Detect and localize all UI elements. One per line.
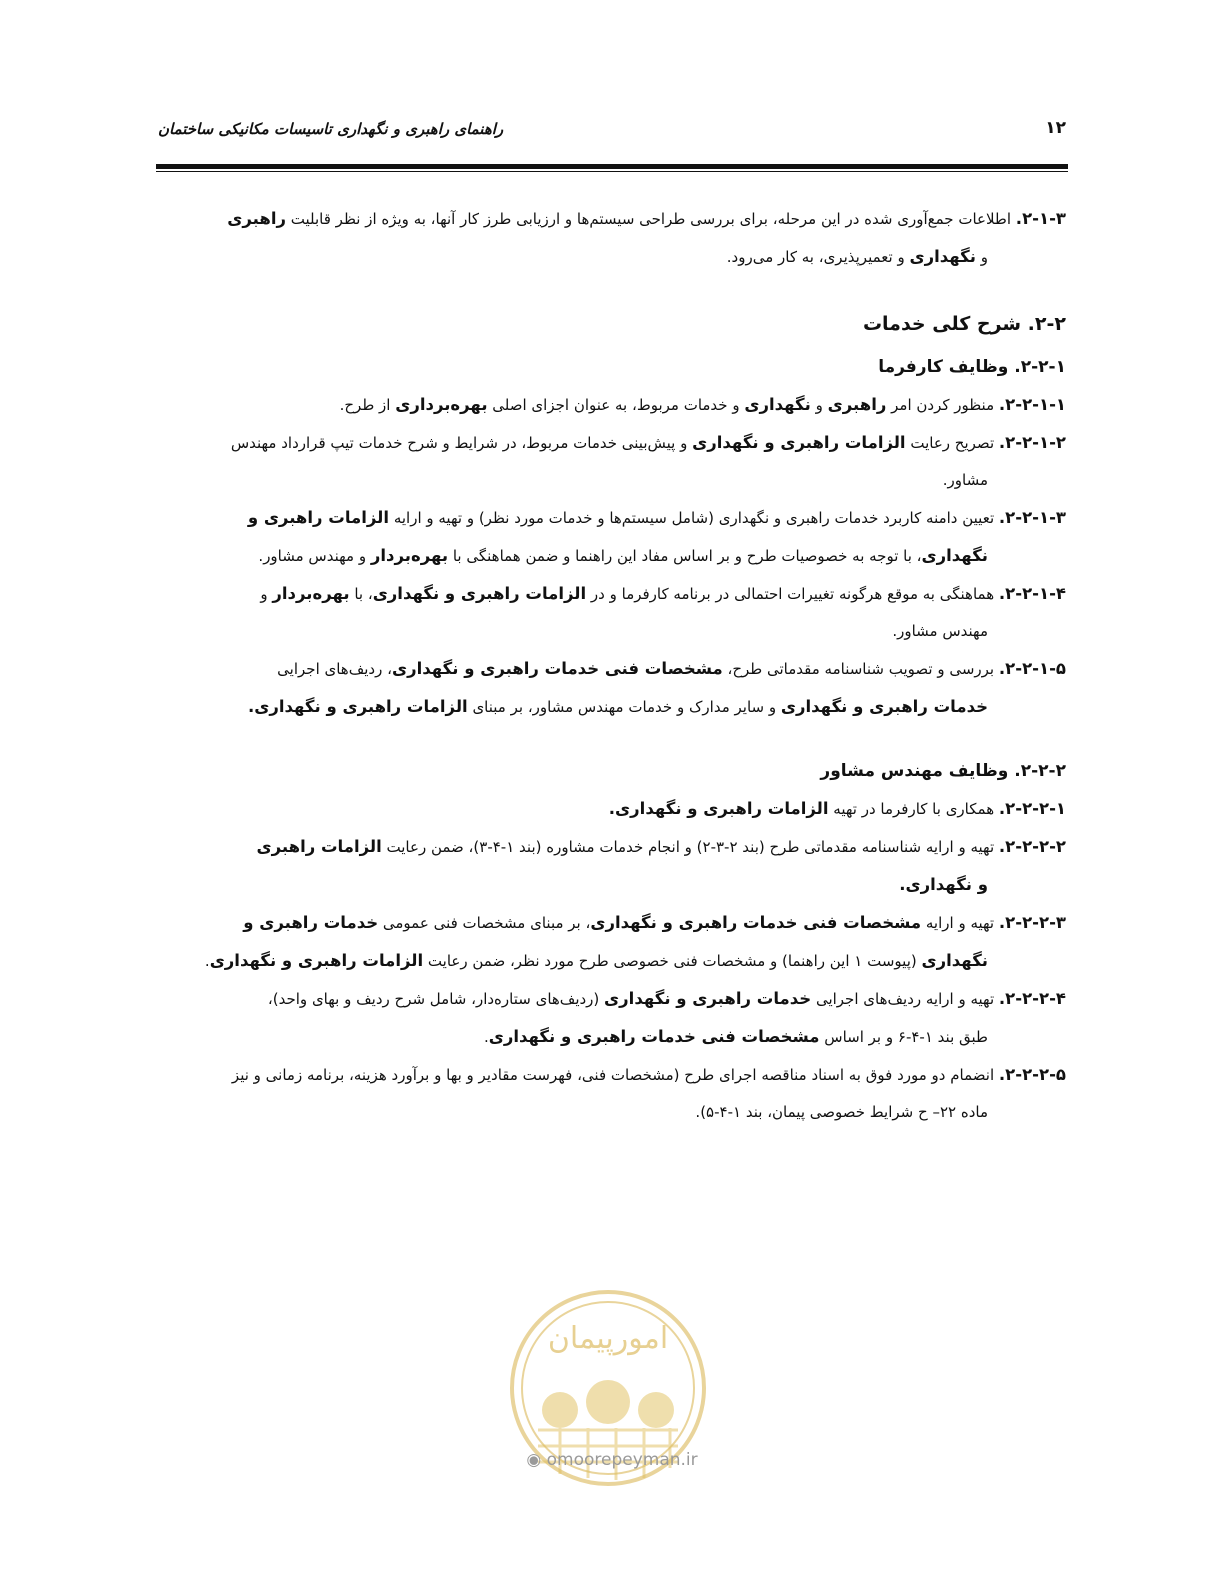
section-gap bbox=[158, 726, 1066, 752]
paragraph-2-2-2-5: ۲-۲-۲-۵. انضمام دو مورد فوق به اسناد مناقصه اجرای طرح (مشخصات فنی، فهرست مقادیر و بها و برآورد هزینه، برنامه زمانی و نیز bbox=[231, 1065, 1066, 1084]
paragraph-2-2-1-1: ۲-۲-۱-۱. منظور کردن امر راهبری و نگهداری و خدمات مربوط، به عنوان اجزای اصلی بهره‌برداری از طرح. bbox=[339, 395, 1066, 414]
paragraph-2-2-2-3: ۲-۲-۲-۳. تهیه و ارایه مشخصات فنی خدمات راهبری و نگهداری، بر مبنای مشخصات فنی عمومی خدمات راهبری و bbox=[243, 913, 1066, 932]
paragraph-2-2-1-2-cont: مشاور. bbox=[942, 471, 988, 489]
page-number: ۱۲ bbox=[1045, 118, 1066, 138]
paragraph-2-2-2-2: ۲-۲-۲-۲. تهیه و ارایه شناسنامه مقدماتی طرح (بند ۲-۳-۲) و انجام خدمات مشاوره (بند ۱-۴-۳)، ضمن رعایت الزامات راهبری bbox=[256, 837, 1066, 856]
paragraph-2-2-1-5-cont: خدمات راهبری و نگهداری و سایر مدارک و خدمات مهندس مشاور، بر مبنای الزامات راهبری و نگهداری. bbox=[247, 697, 988, 716]
globe-icon: ◉ bbox=[526, 1450, 542, 1470]
paragraph-2-1-3: ۲-۱-۳. اطلاعات جمع‌آوری شده در این مرحله، برای بررسی طراحی سیستم‌ها و ارزیابی طرز کار آنها، به ویژه از نظر قابلیت راهبری bbox=[227, 209, 1066, 228]
item-number: ۲-۲-۲-۴. bbox=[998, 989, 1066, 1008]
paragraph-2-2-2-4: ۲-۲-۲-۴. تهیه و ارایه ردیف‌های اجرایی خدمات راهبری و نگهداری (ردیف‌های ستاره‌دار، شامل شرح ردیف و بهای واحد)، bbox=[267, 989, 1066, 1008]
item-number: ۲-۱-۳. bbox=[1015, 209, 1066, 228]
running-title: راهنمای راهبری و نگهداری تاسیسات مکانیکی ساختمان bbox=[158, 120, 504, 138]
paragraph-2-2-2-4-cont: طبق بند ۱-۴-۶ و بر اساس مشخصات فنی خدمات راهبری و نگهداری. bbox=[483, 1027, 988, 1046]
paragraph-2-2-1-4-cont: مهندس مشاور. bbox=[892, 622, 988, 640]
paragraph-2-2-1-2: ۲-۲-۱-۲. تصریح رعایت الزامات راهبری و نگهداری و پیش‌بینی خدمات مربوط، در شرایط و شرح خدمات تیپ قرارداد مهندس bbox=[230, 433, 1066, 452]
item-number: ۲-۲-۲-۱. bbox=[998, 799, 1066, 818]
item-number: ۲-۲-۲-۳. bbox=[998, 913, 1066, 932]
paragraph-2-1-3-cont: و نگهداری و تعمیرپذیری، به کار می‌رود. bbox=[726, 247, 988, 266]
section-heading-2-2: ۲-۲. شرح کلی خدمات bbox=[862, 313, 1066, 335]
paragraph-2-2-1-5: ۲-۲-۱-۵. بررسی و تصویب شناسنامه مقدماتی طرح، مشخصات فنی خدمات راهبری و نگهداری، ردیف‌های اجرایی bbox=[277, 659, 1066, 678]
item-number: ۲-۲-۱-۲. bbox=[998, 433, 1066, 452]
paragraph-2-2-2-1: ۲-۲-۲-۱. همکاری با کارفرما در تهیه الزامات راهبری و نگهداری. bbox=[608, 799, 1066, 818]
paragraph-2-2-2-2-cont: و نگهداری. bbox=[899, 875, 988, 894]
paragraph-2-2-1-3: ۲-۲-۱-۳. تعیین دامنه کاربرد خدمات راهبری و نگهداری (شامل سیستم‌ها و خدمات مورد نظر) و تهیه و ارایه الزامات راهبری و bbox=[247, 508, 1066, 527]
item-number: ۲-۲-۱-۱. bbox=[998, 395, 1066, 414]
section-heading-2-2-2: ۲-۲-۲. وظایف مهندس مشاور bbox=[820, 761, 1066, 781]
header-rule-thick bbox=[156, 164, 1068, 169]
paragraph-2-2-1-3-cont: نگهداری، با توجه به خصوصیات طرح و بر اساس مفاد این راهنما و ضمن هماهنگی با بهره‌بردار و مهندس مشاور. bbox=[258, 546, 988, 565]
item-number: ۲-۲-۱-۴. bbox=[998, 584, 1066, 603]
header-rule-thin bbox=[156, 171, 1068, 172]
paragraph-2-2-2-5-cont: ماده ۲۲– ح شرایط خصوصی پیمان، بند ۱-۴-۵). bbox=[695, 1103, 988, 1121]
paragraph-2-2-2-3-cont: نگهداری (پیوست ۱ این راهنما) و مشخصات فنی خصوصی طرح مورد نظر، ضمن رعایت الزامات راهبری و نگهداری. bbox=[204, 951, 988, 970]
item-number: ۲-۲-۱-۵. bbox=[998, 659, 1066, 678]
watermark-site: ◉ omoorepeyman.ir bbox=[526, 1450, 698, 1470]
watermark-logo-text: امورپیمان bbox=[547, 1321, 669, 1356]
page-header bbox=[158, 118, 1066, 146]
document-body bbox=[158, 200, 1066, 1131]
item-number: ۲-۲-۲-۵. bbox=[998, 1065, 1066, 1084]
paragraph-2-2-1-4: ۲-۲-۱-۴. هماهنگی به موقع هرگونه تغییرات احتمالی در برنامه کارفرما و در الزامات راهبری و نگهداری، با بهره‌بردار و bbox=[260, 584, 1066, 603]
section-heading-2-2-1: ۲-۲-۱. وظایف کارفرما bbox=[878, 357, 1066, 377]
item-number: ۲-۲-۲-۲. bbox=[998, 837, 1066, 856]
item-number: ۲-۲-۱-۳. bbox=[998, 508, 1066, 527]
